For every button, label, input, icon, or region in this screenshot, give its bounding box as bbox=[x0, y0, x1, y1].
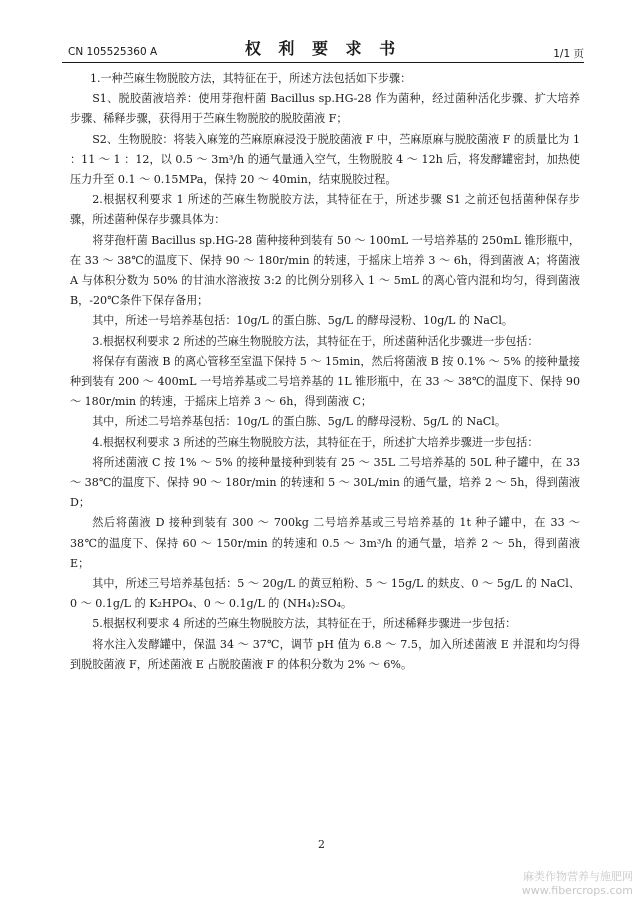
page-number: 2 bbox=[318, 838, 325, 851]
publication-number: CN 105525360 A bbox=[68, 46, 158, 58]
claim-3-medium-2: 其中，所述二号培养基包括：10g/L 的蛋白胨、5g/L 的酵母浸粉、5g/L 的 NaCl。 bbox=[92, 415, 506, 429]
claim-1-step-s1: S1、脱胶菌液培养：使用芽孢杆菌 Bacillus sp.HG-28 作为菌种，经过菌种活化步骤、扩大培养步骤、稀释步骤，获得用于苎麻生物脱胶的脱胶菌液 F； bbox=[70, 92, 580, 126]
claim-4-body-1: 将所述菌液 C 按 1% ～ 5% 的接种量接种到装有 25 ～ 35L 二号培养基的 50L 种子罐中，在 33 ～ 38℃的温度下、保持 90 ～ 180r/min 的转速和 5 ～ 30L/min 的通气量，培养 2 ～ 5h，得到菌液 D； bbox=[70, 455, 580, 510]
claim-3-body: 将保存有菌液 B 的离心管移至室温下保持 5 ～ 15min，然后将菌液 B 按 0.1% ～ 5% 的接种量接种到装有 200 ～ 400mL 一号培养基或二号培养基的 1L 锥形瓶中，在 33 ～ 38℃的温度下、保持 90 ～ 180r/min 的转速，于摇床上培养 3 ～ 6h，得到菌液 C； bbox=[70, 354, 580, 409]
claim-4-heading: 4.根据权利要求 3 所述的苎麻生物脱胶方法，其特征在于，所述扩大培养步骤进一步包括： bbox=[92, 435, 539, 449]
site-watermark bbox=[522, 870, 633, 898]
header-rule bbox=[62, 62, 584, 63]
claim-3-heading: 3.根据权利要求 2 所述的苎麻生物脱胶方法，其特征在于，所述菌种活化步骤进一步包括： bbox=[92, 334, 539, 348]
claim-5-heading: 5.根据权利要求 4 所述的苎麻生物脱胶方法，其特征在于，所述稀释步骤进一步包括： bbox=[92, 617, 517, 631]
watermark-url: www.fibercrops.com bbox=[521, 884, 633, 897]
page-count: 1/1 页 bbox=[553, 48, 584, 60]
claim-4-medium-3: 其中，所述三号培养基包括：5 ～ 20g/L 的黄豆粕粉、5 ～ 15g/L 的麸皮、0 ～ 5g/L 的 NaCl、0 ～ 0.1g/L 的 K₂HPO₄、0 ～ 0.1g/L 的 (NH₄)₂SO₄。 bbox=[70, 577, 580, 611]
claim-2-body: 将芽孢杆菌 Bacillus sp.HG-28 菌种接种到装有 50 ～ 100mL 一号培养基的 250mL 锥形瓶中，在 33 ～ 38℃的温度下、保持 90 ～ 180r/min 的转速，于摇床上培养 3 ～ 6h，得到菌液 A；将菌液 A 与体积分数为 50% 的甘油水溶液按 3:2 的比例分别移入 1 ～ 5mL 的离心管内混和均匀，得到菌液 B，-20℃条件下保存备用； bbox=[70, 233, 580, 308]
claim-2-heading: 2.根据权利要求 1 所述的苎麻生物脱胶方法，其特征在于，所述步骤 S1 之前还包括菌种保存步骤，所述菌种保存步骤具体为： bbox=[70, 193, 580, 227]
claim-2-medium-1: 其中，所述一号培养基包括：10g/L 的蛋白胨、5g/L 的酵母浸粉、10g/L 的 NaCl。 bbox=[92, 314, 513, 328]
document-title: 权 利 要 求 书 bbox=[244, 39, 402, 58]
page-header bbox=[62, 36, 584, 62]
claim-5-body: 将水注入发酵罐中，保温 34 ～ 37℃，调节 pH 值为 6.8 ～ 7.5，加入所述菌液 E 并混和均匀得到脱胶菌液 F，所述菌液 E 占脱胶菌液 F 的体积分数为 2% ～ 6%。 bbox=[70, 637, 580, 671]
claim-4-body-2: 然后将菌液 D 接种到装有 300 ～ 700kg 二号培养基或三号培养基的 1t 种子罐中，在 33 ～ 38℃的温度下、保持 60 ～ 150r/min 的转速和 0.5 ～ 3m³/h 的通气量，培养 2 ～ 5h，得到菌液 E； bbox=[70, 516, 580, 570]
claims-body bbox=[70, 69, 580, 675]
watermark-site-name: 麻类作物营养与施肥网 bbox=[523, 870, 633, 883]
claim-1-step-s2: S2、生物脱胶：将装入麻笼的苎麻原麻浸没于脱胶菌液 F 中，苎麻原麻与脱胶菌液 F 的质量比为 1 ：11 ～ 1 ：12，以 0.5 ～ 3m³/h 的通气量通入空气，生物脱胶 4 ～ 12h 后，将发酵罐密封，加热使压力升至 0.1 ～ 0.15MPa，保持 20 ～ 40min，结束脱胶过程。 bbox=[70, 132, 580, 187]
claim-1-heading: 1.一种苎麻生物脱胶方法，其特征在于，所述方法包括如下步骤： bbox=[89, 72, 412, 85]
